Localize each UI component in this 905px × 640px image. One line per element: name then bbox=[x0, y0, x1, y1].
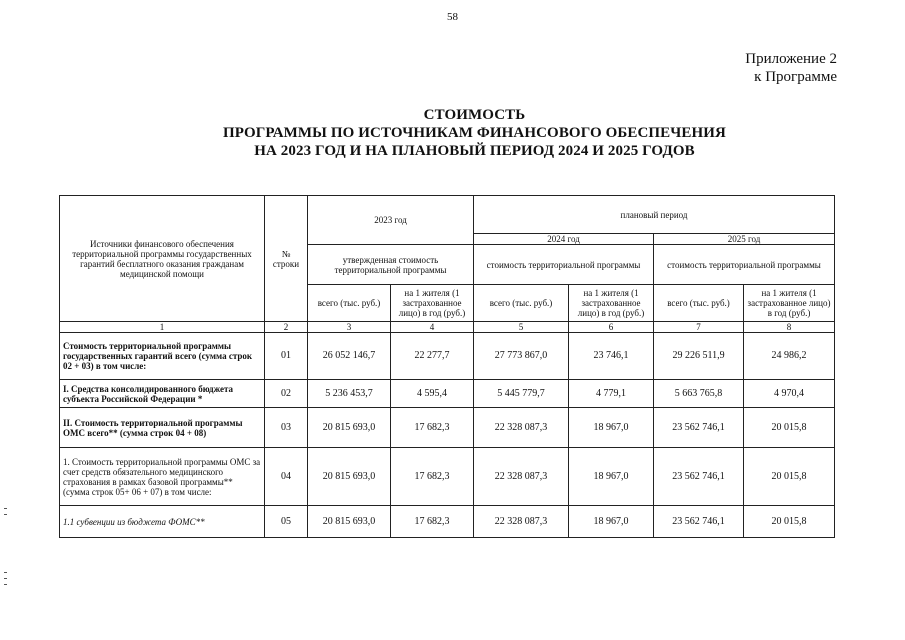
header-cost-2025: стоимость территориальной программы bbox=[654, 245, 835, 285]
financing-table bbox=[59, 195, 835, 538]
title-line-1: СТОИМОСТЬ bbox=[423, 107, 526, 123]
scan-mark bbox=[4, 508, 7, 509]
appendix-caption bbox=[745, 50, 837, 86]
header-total-2025: всего (тыс. руб.) bbox=[654, 285, 744, 322]
row-value: 4 595,4 bbox=[391, 380, 474, 408]
row-label: 1.1 субвенции из бюджета ФОМС** bbox=[60, 506, 265, 538]
row-value: 18 967,0 bbox=[569, 448, 654, 506]
column-number: 2 bbox=[265, 322, 308, 333]
row-label: Стоимость территориальной программы государственных гарантий всего (сумма строк 02 + 03) в том числе: bbox=[60, 333, 265, 380]
column-number: 5 bbox=[474, 322, 569, 333]
row-value: 22 328 087,3 bbox=[474, 408, 569, 448]
row-value: 20 815 693,0 bbox=[308, 506, 391, 538]
row-label: I. Средства консолидированного бюджета субъекта Российской Федерации * bbox=[60, 380, 265, 408]
row-value: 22 328 087,3 bbox=[474, 448, 569, 506]
header-sources: Источники финансового обеспечения территориальной программы государственных гарантий бесплатного оказания гражданам медицинской помощи bbox=[60, 196, 265, 322]
header-year-2023: 2023 год bbox=[308, 196, 474, 245]
header-per-capita-2024: на 1 жителя (1 застрахованное лицо) в год (руб.) bbox=[569, 285, 654, 322]
row-value: 4 779,1 bbox=[569, 380, 654, 408]
row-code: 02 bbox=[265, 380, 308, 408]
scan-mark bbox=[4, 584, 7, 585]
header-row-number: № строки bbox=[265, 196, 308, 322]
row-label: 1. Стоимость территориальной программы ОМС за счет средств обязательного медицинского страхования в рамках базовой программы** (сумма строк 05+ 06 + 07) в том числе: bbox=[60, 448, 265, 506]
column-number: 3 bbox=[308, 322, 391, 333]
column-number-row bbox=[60, 322, 835, 333]
table-row bbox=[60, 408, 835, 448]
header-year-2025: 2025 год bbox=[654, 234, 835, 245]
header-year-2024: 2024 год bbox=[474, 234, 654, 245]
table-row bbox=[60, 448, 835, 506]
row-value: 20 815 693,0 bbox=[308, 448, 391, 506]
scan-mark bbox=[4, 572, 7, 573]
row-label: II. Стоимость территориальной программы ОМС всего** (сумма строк 04 + 08) bbox=[60, 408, 265, 448]
table-row bbox=[60, 506, 835, 538]
row-code: 04 bbox=[265, 448, 308, 506]
header-approved-cost: утвержденная стоимость территориальной программы bbox=[308, 245, 474, 285]
scan-mark bbox=[4, 514, 7, 515]
column-number: 1 bbox=[60, 322, 265, 333]
page-number: 58 bbox=[447, 11, 458, 23]
column-number: 6 bbox=[569, 322, 654, 333]
row-code: 03 bbox=[265, 408, 308, 448]
appendix-line-1: Приложение 2 bbox=[745, 51, 837, 67]
row-value: 17 682,3 bbox=[391, 408, 474, 448]
row-value: 29 226 511,9 bbox=[654, 333, 744, 380]
row-value: 23 562 746,1 bbox=[654, 408, 744, 448]
row-code: 05 bbox=[265, 506, 308, 538]
row-value: 20 015,8 bbox=[744, 408, 835, 448]
row-value: 27 773 867,0 bbox=[474, 333, 569, 380]
row-value: 23 746,1 bbox=[569, 333, 654, 380]
row-value: 20 015,8 bbox=[744, 448, 835, 506]
header-planned-period: плановый период bbox=[474, 196, 835, 234]
header-per-capita-2023: на 1 жителя (1 застрахованное лицо) в год (руб.) bbox=[391, 285, 474, 322]
row-value: 22 277,7 bbox=[391, 333, 474, 380]
row-value: 18 967,0 bbox=[569, 408, 654, 448]
column-number: 4 bbox=[391, 322, 474, 333]
table-row bbox=[60, 380, 835, 408]
document-title bbox=[0, 106, 905, 160]
row-code: 01 bbox=[265, 333, 308, 380]
row-value: 5 445 779,7 bbox=[474, 380, 569, 408]
appendix-line-2: к Программе bbox=[754, 69, 837, 85]
table-row bbox=[60, 333, 835, 380]
row-value: 20 815 693,0 bbox=[308, 408, 391, 448]
column-number: 8 bbox=[744, 322, 835, 333]
row-value: 17 682,3 bbox=[391, 448, 474, 506]
row-value: 17 682,3 bbox=[391, 506, 474, 538]
row-value: 5 236 453,7 bbox=[308, 380, 391, 408]
column-number: 7 bbox=[654, 322, 744, 333]
row-value: 22 328 087,3 bbox=[474, 506, 569, 538]
row-value: 20 015,8 bbox=[744, 506, 835, 538]
row-value: 23 562 746,1 bbox=[654, 448, 744, 506]
title-line-3: НА 2023 ГОД И НА ПЛАНОВЫЙ ПЕРИОД 2024 И 2025 ГОДОВ bbox=[254, 143, 695, 159]
row-value: 23 562 746,1 bbox=[654, 506, 744, 538]
row-value: 26 052 146,7 bbox=[308, 333, 391, 380]
row-value: 18 967,0 bbox=[569, 506, 654, 538]
header-per-capita-2025: на 1 жителя (1 застрахованное лицо) в год (руб.) bbox=[744, 285, 835, 322]
title-line-2: ПРОГРАММЫ ПО ИСТОЧНИКАМ ФИНАНСОВОГО ОБЕСПЕЧЕНИЯ bbox=[223, 125, 726, 141]
header-total-2023: всего (тыс. руб.) bbox=[308, 285, 391, 322]
header-cost-2024: стоимость территориальной программы bbox=[474, 245, 654, 285]
row-value: 5 663 765,8 bbox=[654, 380, 744, 408]
scan-mark bbox=[4, 578, 7, 579]
header-total-2024: всего (тыс. руб.) bbox=[474, 285, 569, 322]
row-value: 24 986,2 bbox=[744, 333, 835, 380]
row-value: 4 970,4 bbox=[744, 380, 835, 408]
